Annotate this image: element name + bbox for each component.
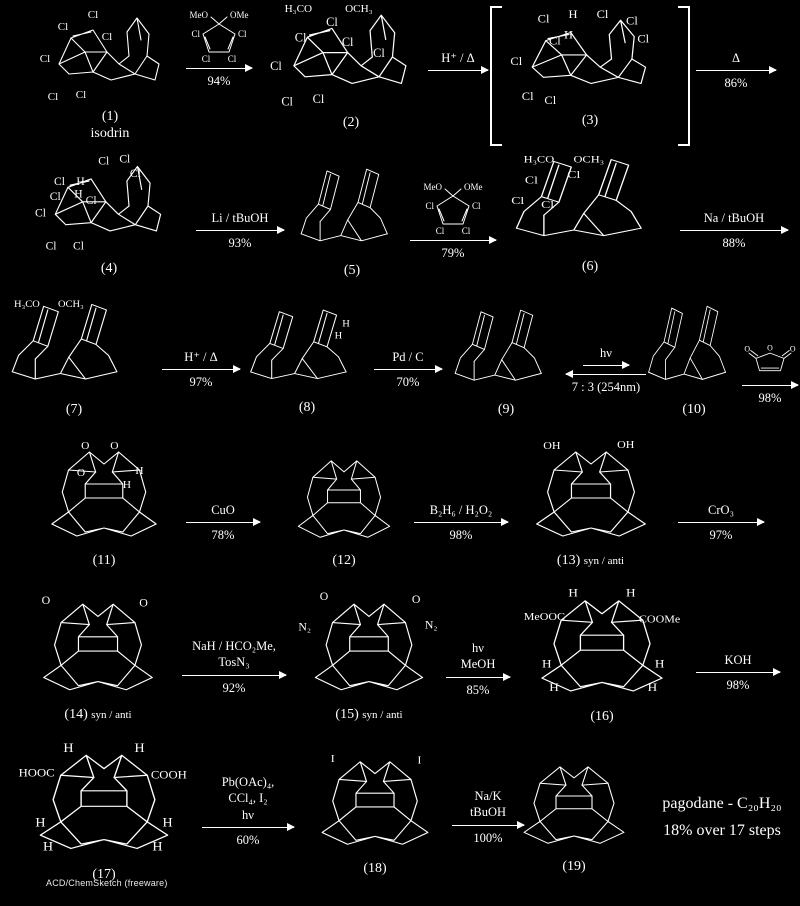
atom-label: Cl xyxy=(85,194,97,207)
atom-label: COOH xyxy=(150,768,187,782)
compound-15 xyxy=(290,592,448,722)
compound-number xyxy=(343,115,359,130)
atom-label: H₃CO xyxy=(14,299,40,310)
atom-label: H xyxy=(568,8,578,22)
atom-label: H xyxy=(626,588,636,600)
reagent-label: CCl₄, I₂ xyxy=(228,791,268,806)
reaction-arrow-a2 xyxy=(428,50,488,75)
reaction-arrow-a9-equilibrium xyxy=(566,345,646,396)
reaction-arrow-a17 xyxy=(202,774,294,848)
compound-19 xyxy=(500,756,648,874)
atom-label: OH xyxy=(542,440,561,452)
reaction-arrow-a10 xyxy=(742,341,798,406)
atom-label: O xyxy=(76,467,86,479)
reagent-label: MeOH xyxy=(460,657,496,672)
compound-11 xyxy=(28,440,180,568)
product-note xyxy=(644,790,800,844)
arrow-line xyxy=(680,230,788,231)
yield-label: 97% xyxy=(709,528,733,543)
reagent-label: hν xyxy=(472,641,484,655)
reaction-arrow-a6 xyxy=(680,210,788,252)
yield-label: 92% xyxy=(222,680,246,695)
arrow-line xyxy=(162,369,240,370)
yield-label: 100% xyxy=(473,830,503,845)
compound-7 xyxy=(4,299,144,417)
compound-number xyxy=(102,109,118,124)
yield-label: 88% xyxy=(722,236,746,251)
molecule-drawing xyxy=(505,8,675,110)
atom-label: Cl xyxy=(129,167,141,180)
reagent-label: hν xyxy=(242,807,254,822)
yield-label: 97% xyxy=(189,375,213,390)
reagent-label: tBuOH xyxy=(469,805,507,820)
reaction-arrow-a12 xyxy=(414,502,508,544)
atom-label: Cl xyxy=(567,168,581,181)
atom-label: Cl xyxy=(35,207,47,220)
compound-id: (2) xyxy=(342,115,360,130)
atom-label: Cl xyxy=(510,54,523,68)
reagent-label: Pb(OAc)₄, xyxy=(221,775,275,789)
yield-label: 78% xyxy=(211,528,235,543)
atom-label: O xyxy=(744,344,751,354)
reagent-label: CuO xyxy=(211,503,235,517)
atom-label: Cl xyxy=(45,240,57,253)
isomer-label: syn / anti xyxy=(91,709,132,721)
atom-label: N₂ xyxy=(424,619,438,632)
reagent-structure-diene xyxy=(421,182,485,236)
atom-label: Cl xyxy=(425,201,434,211)
compound-number xyxy=(93,553,116,568)
atom-label: Cl xyxy=(75,89,87,101)
atom-label: H xyxy=(122,479,132,491)
atom-label: MeO xyxy=(189,10,208,20)
atom-label: OCH₃ xyxy=(573,154,605,165)
reaction-arrow-a13 xyxy=(678,502,764,544)
molecule-drawing xyxy=(294,592,444,704)
atom-label: O xyxy=(411,594,421,607)
compound-2 xyxy=(256,2,446,130)
atom-label: Cl xyxy=(47,91,59,103)
compound-id: (17) xyxy=(92,867,116,882)
isomer-label: syn / anti xyxy=(362,709,403,721)
molecule-drawing xyxy=(504,756,644,856)
arrow-line-reverse xyxy=(566,374,646,375)
compound-name: isodrin xyxy=(90,126,130,142)
reagent-label: CrO₃ xyxy=(708,503,734,517)
atom-label: OMe xyxy=(464,182,483,192)
arrow-line xyxy=(410,240,496,241)
reagent-label: Na/K xyxy=(474,789,502,803)
bracket-right xyxy=(678,6,690,146)
atom-label: OCH₃ xyxy=(57,299,84,310)
atom-label: Cl xyxy=(373,46,385,60)
atom-label: H xyxy=(563,28,573,42)
atom-label: Cl xyxy=(191,29,200,39)
atom-label: MeOOC xyxy=(523,611,566,624)
compound-number xyxy=(335,707,402,722)
compound-number xyxy=(582,113,598,128)
atom-label: Cl xyxy=(511,194,525,207)
molecule-drawing xyxy=(30,154,188,258)
compound-id: (14) xyxy=(64,707,88,722)
reaction-arrow-a5 xyxy=(410,182,496,261)
reagent-label: Na / tBuOH xyxy=(703,211,765,225)
reagent-label: B₂H₆ / H₂O₂ xyxy=(429,503,493,517)
compound-14 xyxy=(14,592,182,722)
atom-label: O xyxy=(767,343,773,353)
atom-label: H xyxy=(43,839,54,854)
compound-5 xyxy=(292,164,412,278)
isomer-label: syn / anti xyxy=(583,555,625,567)
atom-label: H₃CO xyxy=(523,154,555,165)
molecule-drawing xyxy=(301,750,449,858)
reagent-label: H⁺ / Δ xyxy=(441,51,475,65)
atom-label: Cl xyxy=(270,59,282,74)
atom-label: Cl xyxy=(119,154,131,166)
reaction-arrow-a1 xyxy=(186,10,252,89)
compound-id: (7) xyxy=(65,402,83,417)
atom-label: O xyxy=(41,594,51,608)
atom-label: Cl xyxy=(544,93,557,107)
molecule-drawing xyxy=(31,440,177,550)
reaction-arrow-a8 xyxy=(374,349,442,391)
molecule-drawing xyxy=(518,588,686,706)
compound-id: (13) xyxy=(556,553,581,568)
compound-number xyxy=(557,553,624,568)
compound-6 xyxy=(500,154,680,274)
atom-label: H xyxy=(542,657,552,671)
yield-label: 94% xyxy=(207,74,231,88)
compound-id: (18) xyxy=(363,861,387,876)
atom-label: H xyxy=(654,657,665,671)
compound-id: (9) xyxy=(497,402,515,417)
atom-label: H xyxy=(568,588,578,600)
atom-label: OH xyxy=(616,440,634,451)
reagent-label: hν xyxy=(600,346,612,360)
atom-label: H xyxy=(647,680,658,694)
row-3 xyxy=(0,293,800,438)
atom-label: Cl xyxy=(312,92,325,107)
reaction-arrow-a3 xyxy=(696,50,776,92)
arrow-line xyxy=(678,522,764,523)
atom-label: Cl xyxy=(326,15,338,30)
arrow-line xyxy=(414,522,508,523)
molecule-drawing xyxy=(245,305,369,397)
atom-label: H xyxy=(342,319,350,330)
yield-label: 98% xyxy=(449,528,473,543)
compound-number xyxy=(562,859,585,874)
atom-label: Cl xyxy=(521,89,534,103)
compound-number xyxy=(332,553,355,568)
yield-label: 98% xyxy=(758,391,782,405)
molecule-drawing xyxy=(515,440,667,550)
compound-id: (8) xyxy=(298,400,316,415)
atom-label: H xyxy=(152,839,163,854)
compound-3 xyxy=(503,8,677,128)
atom-label: O xyxy=(139,596,148,610)
compound-id: (5) xyxy=(343,263,361,278)
compound-12 xyxy=(278,450,410,568)
arrow-line xyxy=(428,70,488,71)
atom-label: H₃CO xyxy=(284,2,313,15)
compound-13 xyxy=(508,440,673,568)
row-1 xyxy=(0,0,800,148)
overall-yield: 18% over 17 steps xyxy=(663,822,781,840)
compound-id: (16) xyxy=(590,709,614,724)
molecule-drawing xyxy=(35,6,185,106)
arrow-line-forward xyxy=(583,365,629,366)
compound-number xyxy=(66,402,82,417)
compound-id: (10) xyxy=(682,402,706,417)
arrow-line xyxy=(696,672,780,673)
atom-label: Cl xyxy=(341,35,354,49)
reaction-arrow-a15 xyxy=(446,640,510,698)
yield-label: 70% xyxy=(396,375,420,390)
atom-label: H xyxy=(74,188,83,201)
compound-id: (15) xyxy=(335,707,359,722)
molecule-drawing xyxy=(267,2,435,112)
atom-label: Cl xyxy=(461,226,471,236)
compound-10 xyxy=(642,301,746,417)
atom-label: H xyxy=(549,680,559,694)
molecule-drawing xyxy=(6,299,142,399)
product-name: pagodane - C₂₀H₂₀ xyxy=(662,795,782,812)
bracketed-intermediate xyxy=(490,6,690,142)
atom-label: Cl xyxy=(227,54,237,64)
atom-label: Cl xyxy=(238,29,247,39)
molecule-drawing xyxy=(15,742,193,864)
reagent-label: TosN₃ xyxy=(218,655,250,670)
reaction-arrow-a7 xyxy=(162,349,240,391)
atom-label: Cl xyxy=(49,190,61,203)
atom-label: Cl xyxy=(524,174,538,187)
atom-label: O xyxy=(81,440,90,452)
atom-label: Cl xyxy=(281,94,293,109)
atom-label: H xyxy=(162,815,173,830)
molecule-drawing xyxy=(644,301,744,399)
yield-label: 93% xyxy=(228,236,252,251)
row-2 xyxy=(0,148,800,293)
reagent-structure-anhydride xyxy=(742,341,798,381)
atom-label: Cl xyxy=(537,11,550,26)
reagent-label: Δ xyxy=(731,51,741,65)
molecule-drawing xyxy=(22,592,174,704)
compound-number xyxy=(590,709,613,724)
compound-number xyxy=(682,402,705,417)
reagent-label: NaH / HCO₂Me, xyxy=(192,639,276,653)
arrow-line xyxy=(742,385,798,386)
compound-number xyxy=(101,261,117,276)
reaction-arrow-a16 xyxy=(696,652,780,694)
atom-label: Cl xyxy=(596,8,609,22)
atom-label: I xyxy=(417,755,422,767)
arrow-line xyxy=(202,827,294,828)
molecule-drawing xyxy=(509,154,671,256)
compound-id: (3) xyxy=(581,113,599,128)
atom-label: OMe xyxy=(230,10,249,20)
compound-id: (6) xyxy=(581,259,599,274)
compound-number xyxy=(582,259,598,274)
compound-id: (19) xyxy=(562,859,586,874)
arrow-line xyxy=(186,522,260,523)
atom-label: H xyxy=(334,330,343,342)
atom-label: Cl xyxy=(87,9,99,21)
arrow-line xyxy=(196,230,284,231)
atom-label: Cl xyxy=(72,240,84,253)
atom-label: Cl xyxy=(435,226,445,236)
reagent-label: KOH xyxy=(724,653,752,667)
compound-number xyxy=(64,707,131,722)
atom-label: MeO xyxy=(423,182,442,192)
atom-label: Cl xyxy=(98,155,110,168)
arrow-line xyxy=(374,369,442,370)
compound-id: (11) xyxy=(92,553,116,568)
arrow-line xyxy=(446,677,510,678)
yield-label: 60% xyxy=(236,832,260,847)
atom-label: Cl xyxy=(472,201,481,211)
yield-label: 79% xyxy=(441,246,465,260)
atom-label: H xyxy=(35,815,46,830)
atom-label: HOOC xyxy=(18,766,55,780)
reaction-arrow-a14 xyxy=(182,638,286,696)
atom-label: Cl xyxy=(294,30,307,45)
arrow-line xyxy=(696,70,776,71)
atom-label: Cl xyxy=(548,34,561,48)
yield-label: 86% xyxy=(724,76,748,91)
compound-id: (12) xyxy=(332,553,356,568)
compound-8 xyxy=(243,305,371,415)
atom-label: I xyxy=(330,753,335,765)
row-4 xyxy=(0,438,800,588)
atom-label: Cl xyxy=(57,21,69,33)
compound-9 xyxy=(447,305,565,417)
atom-label: OCH₃ xyxy=(345,2,373,15)
atom-label: COOMe xyxy=(638,613,681,626)
atom-label: O xyxy=(789,344,796,354)
atom-label: H xyxy=(63,742,74,755)
compound-18 xyxy=(298,750,452,876)
molecule-drawing xyxy=(280,450,408,550)
atom-label: O xyxy=(110,440,119,452)
reagent-label: Pd / C xyxy=(392,350,424,364)
compound-17 xyxy=(8,742,200,882)
yield-label: 85% xyxy=(466,682,490,697)
compound-1 xyxy=(30,6,190,142)
reagent-label: Li / tBuOH xyxy=(211,211,269,225)
atom-label: Cl xyxy=(541,198,555,211)
arrow-line xyxy=(182,675,286,676)
atom-label: Cl xyxy=(101,31,113,43)
reagent-structure-diene xyxy=(187,10,251,64)
molecule-drawing xyxy=(450,305,562,399)
atom-label: Cl xyxy=(39,53,51,65)
reagent-label: H⁺ / Δ xyxy=(184,350,218,364)
molecule-drawing xyxy=(296,164,408,260)
compound-number xyxy=(498,402,514,417)
atom-label: H xyxy=(135,465,144,477)
compound-number xyxy=(299,400,315,415)
compound-id: (4) xyxy=(100,261,118,276)
compound-4 xyxy=(24,154,194,276)
yield-label: 98% xyxy=(726,678,750,693)
compound-number xyxy=(344,263,360,278)
atom-label: Cl xyxy=(54,176,65,189)
arrow-line xyxy=(186,68,252,69)
atom-label: Cl xyxy=(637,32,650,46)
atom-label: O xyxy=(319,592,329,604)
atom-label: H xyxy=(134,742,145,755)
atom-label: Cl xyxy=(626,13,638,28)
atom-label: Cl xyxy=(201,54,211,64)
row-5 xyxy=(0,588,800,742)
reaction-arrow-a11 xyxy=(186,502,260,544)
bracket-left xyxy=(490,6,502,146)
compound-id: (1) xyxy=(101,109,119,124)
reaction-arrow-a4 xyxy=(196,210,284,252)
atom-label: N₂ xyxy=(298,621,312,634)
watermark: ACD/ChemSketch (freeware) xyxy=(46,878,168,888)
atom-label: H xyxy=(76,176,85,189)
compound-16 xyxy=(512,588,692,724)
compound-number xyxy=(363,861,386,876)
condition-label: 7 : 3 (254nm) xyxy=(571,380,641,395)
